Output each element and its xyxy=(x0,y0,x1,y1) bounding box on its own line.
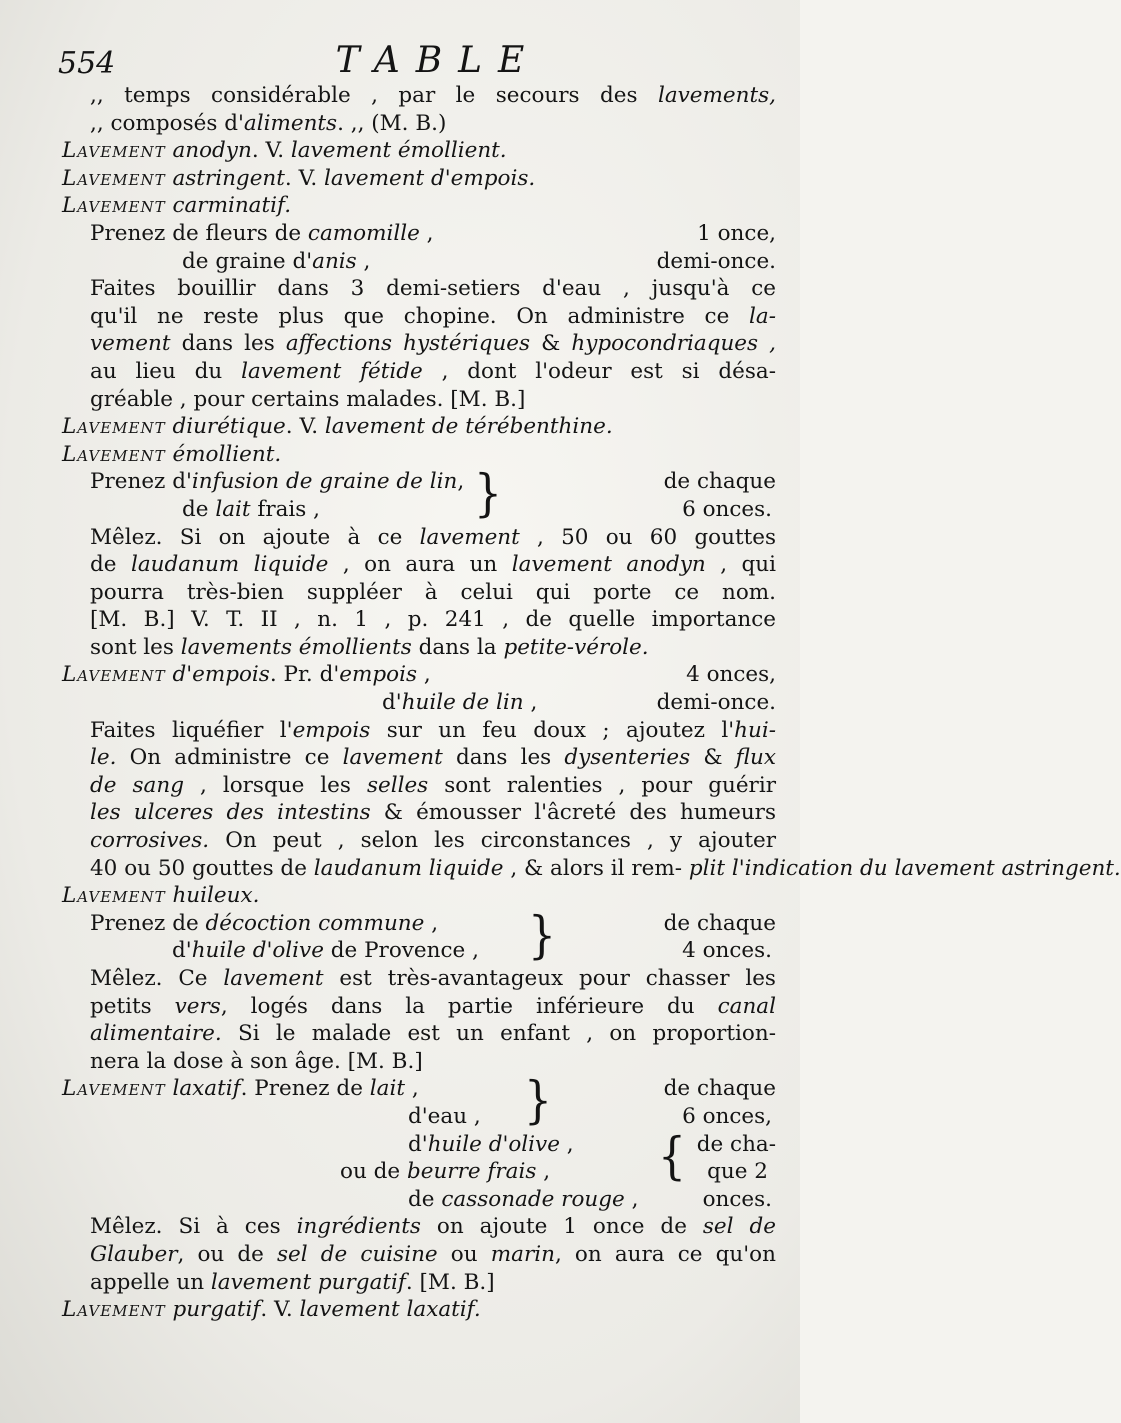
recipe-line: Prenez de décoction commune , } de chaque xyxy=(90,905,776,965)
entry-heading: Lavement anodyn. V. lavement émollient. xyxy=(62,138,507,164)
text-line: les ulceres des intestins & émousser l'âcreté des humeurs xyxy=(90,800,776,826)
text-line: au lieu du lavement fétide , dont l'odeur est si désa- xyxy=(90,358,776,384)
text-line: petits vers, logés dans la partie inférieure du canal xyxy=(90,993,776,1019)
text-line: Faites liquéfier l'empois sur un feu doux ; ajoutez l'hui- xyxy=(90,717,776,743)
recipe-line: ou de beurre frais , que 2 xyxy=(340,1159,768,1185)
brace: } xyxy=(528,905,556,965)
brace: } xyxy=(474,464,502,524)
brace: } xyxy=(524,1071,552,1131)
text-line: Glauber, ou de sel de cuisine ou marin, on aura ce qu'on xyxy=(90,1241,776,1267)
recipe-line: Prenez d'infusion de graine de lin, } de chaque xyxy=(90,464,776,524)
entry-heading: Lavement laxatif. Prenez de lait , } de chaque xyxy=(62,1071,776,1131)
text-line: Mêlez. Si à ces ingrédients on ajoute 1 once de sel de xyxy=(90,1214,776,1240)
entry-heading: Lavement d'empois. Pr. d'empois , 4 onces, xyxy=(62,662,776,688)
recipe-line: de graine d'anis , demi-once. xyxy=(182,248,776,274)
text-line: le. On administre ce lavement dans les dysenteries & flux xyxy=(90,745,776,771)
entry-heading: Lavement huileux. xyxy=(62,883,260,909)
text-line: de laudanum liquide , on aura un lavement anodyn , qui xyxy=(90,552,776,578)
entry-heading: Lavement carminatif. xyxy=(62,193,292,219)
text-line: Faites bouillir dans 3 demi-setiers d'eau , jusqu'à ce xyxy=(90,276,776,302)
text-line: ,, composés d'aliments. ,, (M. B.) xyxy=(90,110,447,136)
text-line: alimentaire. Si le malade est un enfant , on proportion- xyxy=(90,1021,776,1047)
recipe-line: d'huile de lin , demi-once. xyxy=(382,690,776,716)
text-line: nera la dose à son âge. [M. B.] xyxy=(90,1048,423,1074)
text-line: appelle un lavement purgatif. [M. B.] xyxy=(90,1269,495,1295)
entry-heading: Lavement purgatif. V. lavement laxatif. xyxy=(62,1297,481,1323)
entry-heading: Lavement diurétique. V. lavement de térébenthine. xyxy=(62,414,613,440)
text-line: sont les lavements émollients dans la petite-vérole. xyxy=(90,634,649,660)
text-line: Mêlez. Ce lavement est très-avantageux pour chasser les xyxy=(90,966,776,991)
entry-heading: Lavement émollient. xyxy=(62,441,282,467)
text-line: vement dans les affections hystériques & hypocondriaques , xyxy=(90,331,776,357)
recipe-line: de lait frais , 6 onces. xyxy=(182,496,772,522)
text-line: pourra très-bien suppléer à celui qui porte ce nom. xyxy=(90,579,776,605)
text-line: de sang , lorsque les selles sont ralenties , pour guérir xyxy=(90,772,776,798)
page-body xyxy=(62,82,1121,1324)
recipe-line: de cassonade rouge , onces. xyxy=(408,1186,772,1212)
text-line: [M. B.] V. T. II , n. 1 , p. 241 , de quelle importance xyxy=(90,607,776,633)
text-line: gréable , pour certains malades. [M. B.] xyxy=(90,386,526,412)
page-number: 554 xyxy=(58,46,116,81)
text-line: corrosives. On peut , selon les circonstances , y ajouter xyxy=(90,828,776,854)
text-line: 40 ou 50 gouttes de laudanum liquide , & alors il rem- plit l'indication du lavement astringent. xyxy=(90,855,1121,881)
brace: { xyxy=(658,1126,686,1186)
text-line: ,, temps considérable , par le secours des lavements, xyxy=(90,83,776,108)
running-title: TABLE xyxy=(335,40,541,81)
recipe-line: d'eau , 6 onces, xyxy=(408,1103,772,1129)
recipe-line: d'huile d'olive , { de cha- xyxy=(408,1126,776,1186)
entry-heading: Lavement astringent. V. lavement d'empois. xyxy=(62,165,536,191)
page-header xyxy=(58,40,758,84)
recipe-line: Prenez de fleurs de camomille , 1 once, xyxy=(90,220,776,246)
text-line: qu'il ne reste plus que chopine. On administre ce la- xyxy=(90,303,776,329)
recipe-line: d'huile d'olive de Provence , 4 onces. xyxy=(172,938,772,964)
text-line: Mêlez. Si on ajoute à ce lavement , 50 ou 60 gouttes xyxy=(90,524,776,550)
